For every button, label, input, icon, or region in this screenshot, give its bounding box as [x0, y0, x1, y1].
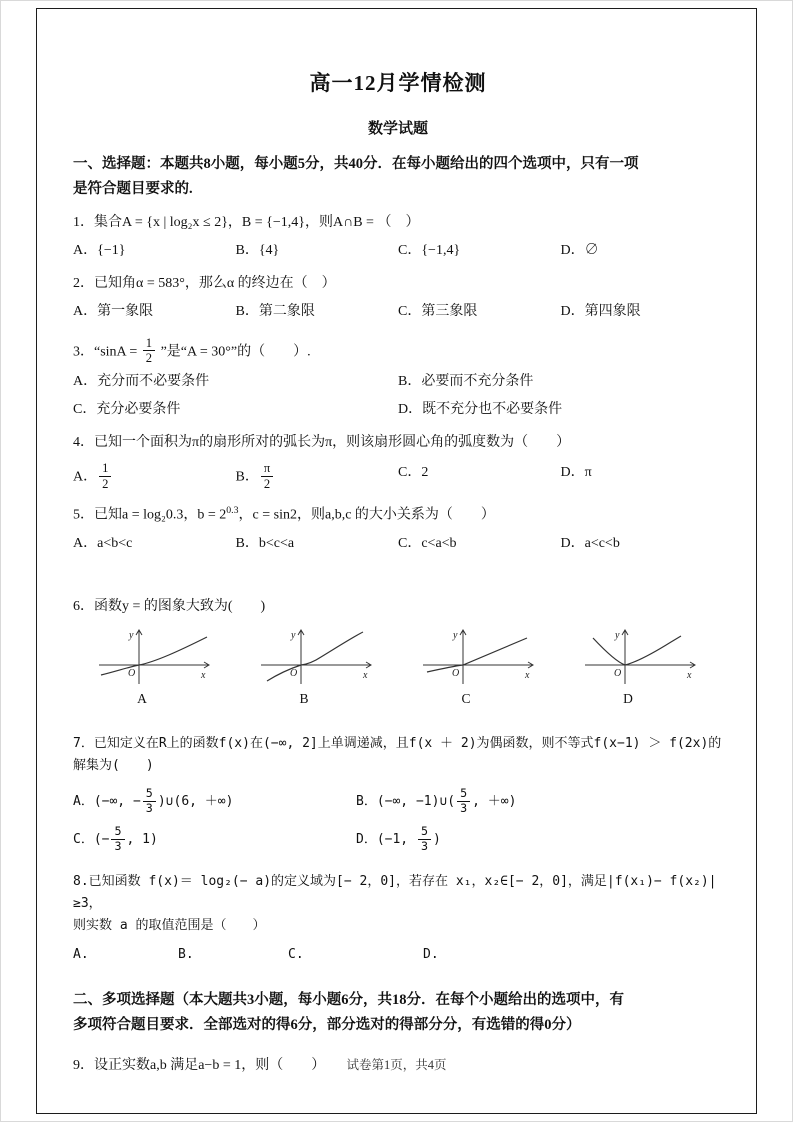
graph-d-plot [579, 625, 701, 687]
x-axis-label: x [525, 670, 530, 682]
fraction-denominator: 3 [457, 801, 470, 815]
q7-option-c [73, 825, 356, 853]
question-9-text: 9．设正实数a,b 满足a−b = 1，则（ ） [73, 1058, 326, 1074]
q4-option-b-fraction [261, 461, 273, 491]
q7-option-b [356, 787, 639, 815]
graph-option-b [255, 625, 377, 707]
q3-fraction [143, 336, 155, 366]
question-3-options-row1 [73, 370, 723, 394]
q3-post: ”是“A = 30°”的（ ）. [157, 344, 311, 360]
section1-heading-line1: 一、选择题：本题共8小题，每小题5分，共40分．在每小题给出的四个选项中，只有一项 [73, 156, 639, 172]
q7-option-a [73, 787, 356, 815]
question-7-options-row2 [73, 825, 723, 853]
q3-option-c: C．充分必要条件 [73, 401, 181, 417]
q1-option-d: D．∅ [560, 242, 599, 258]
graph-a-letter: A [137, 691, 147, 707]
graph-d-letter: D [623, 691, 633, 707]
fraction-numerator: 1 [145, 335, 153, 350]
fraction-denominator: 2 [99, 476, 111, 491]
graph-option-d [579, 625, 701, 707]
q1-option-a: A．{−1} [73, 242, 126, 258]
q8-line1: 8.已知函数 f(x)＝ log₂(− a)的定义域为[− 2，0]，若存在 x₁，x₂∈[− 2，0]，满足|f(x₁)− f(x₂)|≥3， [73, 874, 717, 912]
origin-label: O [614, 668, 622, 680]
q7-option-d [356, 825, 639, 853]
option-text: , ＋∞) [472, 794, 517, 810]
question-3-text [73, 336, 723, 366]
fraction-denominator: 3 [143, 801, 156, 815]
q1-option-c: C．{−1,4} [398, 242, 461, 258]
fraction-denominator: 2 [143, 350, 155, 365]
question-1-options [73, 239, 723, 263]
q7-line1: 7．已知定义在R上的函数f(x)在(−∞, 2]上单调递减，且f(x ＋ 2)为偶函数，则不等式f(x−1) ＞ f(2x)的 [73, 736, 722, 752]
fraction-denominator: 2 [261, 476, 273, 491]
question-6-text: 6．函数y = 的图象大致为( ) [73, 599, 266, 615]
section1-heading-line2: 是符合题目要求的. [73, 181, 193, 198]
q4-option-a [73, 461, 236, 491]
section2-heading-line2: 多项符合题目要求．全部选对的得6分，部分选对的得部分分，有选错的得0分） [73, 1017, 581, 1033]
q5-option-c: C．c<a<b [398, 535, 457, 551]
q5-option-a: A．a<b<c [73, 535, 133, 551]
graph-b-plot [255, 625, 377, 687]
q2-option-b: B．第二象限 [235, 304, 315, 320]
q1-option-b: B．{4} [235, 242, 280, 258]
option-text: ) [433, 832, 441, 848]
question-7-options-row1 [73, 787, 723, 815]
fraction-numerator: 5 [114, 824, 122, 839]
q7-option-d-fraction [418, 825, 431, 853]
option-text: A．(−∞, − [73, 794, 141, 810]
graph-option-a [93, 625, 215, 707]
origin-label: O [290, 668, 298, 680]
x-axis-label: x [363, 670, 368, 682]
graph-b-letter: B [299, 691, 309, 707]
q2-option-a: A．第一象限 [73, 304, 154, 320]
fraction-numerator: 5 [420, 824, 429, 839]
graph-c-plot [417, 625, 539, 687]
graph-a-plot [93, 625, 215, 687]
fraction-numerator: 5 [460, 786, 468, 801]
q7-option-a-fraction [143, 787, 156, 815]
q7-line2: 解集为( ) [73, 758, 154, 774]
page-subtitle: 数学试题 [367, 121, 428, 137]
question-1-text: 1．集合A = {x | log₂x ≤ 2}，B = {−1,4}，则A∩B = （ ） [73, 214, 420, 230]
y-axis-label: y [291, 630, 296, 642]
q5-post: ，c = sin2，则a,b,c 的大小关系为（ ） [238, 507, 495, 523]
q3-option-b: B．必要而不充分条件 [398, 373, 534, 389]
x-axis-label: x [201, 670, 206, 682]
option-text: D．(−1, [356, 832, 416, 848]
question-8-text [73, 871, 723, 937]
page-frame [36, 8, 757, 1114]
question-5-text [73, 503, 723, 527]
fraction-numerator: 5 [145, 786, 153, 801]
q5-pre: 5．已知a = log₂0.3，b = 2 [73, 507, 227, 523]
q5-option-b: B．b<c<a [235, 535, 295, 551]
q8-option-c: C. [288, 946, 304, 962]
y-axis-label: y [453, 630, 458, 642]
option-label: B． [235, 469, 259, 485]
q5-option-d: D．a<c<b [560, 535, 620, 551]
origin-label: O [452, 668, 460, 680]
question-4-options [73, 461, 723, 491]
question-2-options [73, 300, 723, 324]
y-axis-label: y [129, 630, 134, 642]
section2-heading [73, 988, 723, 1039]
question-4-text: 4．已知一个面积为π的扇形所对的弧长为π，则该扇形圆心角的弧度数为（ ） [73, 435, 571, 451]
question-3-options-row2 [73, 398, 723, 422]
fraction-denominator: 3 [111, 839, 124, 853]
q8-option-d: D. [423, 946, 439, 962]
q5-exponent: 0.3 [226, 505, 239, 517]
section2-heading-line1: 二、多项选择题（本大题共3小题，每小题6分，共18分．在每个小题给出的选项中，有 [73, 991, 624, 1008]
page-title: 高一12月学情检测 [309, 71, 487, 95]
question-2-text: 2．已知角α = 583°，那么α 的终边在（ ） [73, 276, 336, 292]
section1-heading [73, 152, 723, 203]
option-text: C．(− [73, 832, 110, 848]
question-8-options [73, 944, 723, 966]
question-7 [73, 733, 723, 853]
q4-option-a-fraction [99, 461, 111, 491]
page-footer: 试卷第1页，共4页 [346, 1058, 447, 1072]
q4-option-d: D．π [560, 465, 592, 481]
option-text: B．(−∞, −1)∪( [356, 794, 456, 810]
fraction-numerator: π [263, 461, 271, 476]
y-axis-label: y [615, 630, 620, 642]
fraction-numerator: 1 [102, 461, 109, 476]
origin-label: O [128, 668, 136, 680]
option-text: , 1) [126, 832, 158, 848]
q2-option-c: C．第三象限 [398, 304, 478, 320]
q7-option-b-fraction [457, 787, 470, 815]
q8-option-a: A. [73, 946, 89, 962]
option-text: )∪(6, ＋∞) [157, 794, 234, 810]
question-5-options [73, 532, 723, 556]
q4-option-b [236, 461, 399, 491]
question-6-graphs [93, 625, 723, 707]
graph-option-c [417, 625, 539, 707]
q2-option-d: D．第四象限 [560, 304, 641, 320]
x-axis-label: x [687, 670, 692, 682]
question-8 [73, 871, 723, 965]
q4-option-c: C．2 [398, 465, 429, 481]
question-7-text [73, 733, 723, 777]
q7-option-c-fraction [111, 825, 124, 853]
q3-option-a: A．充分而不必要条件 [73, 373, 210, 389]
q3-pre: 3．“sinA = [73, 344, 141, 360]
q3-option-d: D．既不充分也不必要条件 [398, 401, 563, 417]
option-label: A． [73, 469, 98, 485]
graph-c-letter: C [461, 691, 471, 707]
fraction-denominator: 3 [418, 839, 431, 853]
q8-option-b: B. [178, 946, 194, 962]
q8-line2: 则实数 a 的取值范围是（ ） [73, 918, 266, 934]
